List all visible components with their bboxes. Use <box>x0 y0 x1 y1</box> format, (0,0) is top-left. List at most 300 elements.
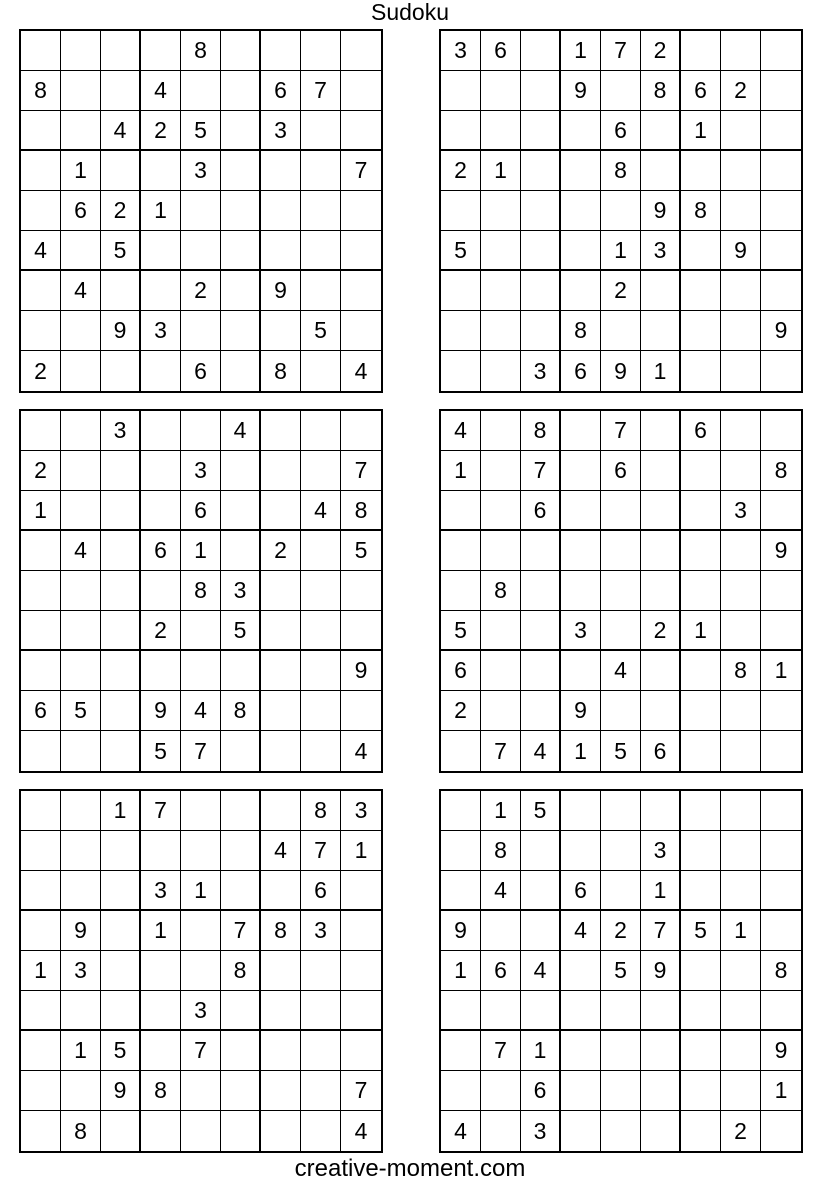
sudoku-cell <box>221 1071 261 1111</box>
sudoku-cell <box>21 991 61 1031</box>
sudoku-cell <box>21 151 61 191</box>
sudoku-cell <box>761 71 801 111</box>
sudoku-cell <box>521 231 561 271</box>
sudoku-cell <box>301 451 341 491</box>
sudoku-cell <box>61 871 101 911</box>
sudoku-cell: 1 <box>61 1031 101 1071</box>
sudoku-cell: 1 <box>141 911 181 951</box>
sudoku-cell: 6 <box>301 871 341 911</box>
sudoku-cell <box>521 871 561 911</box>
sudoku-cell: 6 <box>261 71 301 111</box>
sudoku-cell: 2 <box>21 351 61 391</box>
sudoku-cell <box>341 71 381 111</box>
sudoku-cell <box>481 611 521 651</box>
sudoku-cell <box>721 311 761 351</box>
sudoku-cell <box>441 871 481 911</box>
sudoku-cell: 9 <box>561 691 601 731</box>
sudoku-cell <box>21 191 61 231</box>
sudoku-cell: 8 <box>61 1111 101 1151</box>
sudoku-cell <box>441 991 481 1031</box>
sudoku-cell <box>761 991 801 1031</box>
sudoku-cell <box>141 991 181 1031</box>
sudoku-cell <box>301 651 341 691</box>
sudoku-cell: 3 <box>101 411 141 451</box>
sudoku-grid-2 <box>441 31 801 391</box>
sudoku-cell: 6 <box>681 411 721 451</box>
sudoku-cell <box>601 191 641 231</box>
sudoku-cell <box>641 991 681 1031</box>
sudoku-cell: 2 <box>181 271 221 311</box>
sudoku-cell <box>521 271 561 311</box>
sudoku-cell <box>221 731 261 771</box>
sudoku-cell <box>561 531 601 571</box>
sudoku-cell <box>141 351 181 391</box>
sudoku-cell <box>681 691 721 731</box>
sudoku-cell <box>341 991 381 1031</box>
sudoku-cell: 9 <box>61 911 101 951</box>
sudoku-cell: 2 <box>641 611 681 651</box>
sudoku-cell: 7 <box>521 451 561 491</box>
sudoku-cell <box>261 651 301 691</box>
sudoku-cell <box>221 791 261 831</box>
sudoku-cell <box>761 151 801 191</box>
sudoku-cell <box>61 451 101 491</box>
sudoku-cell: 3 <box>521 351 561 391</box>
sudoku-cell <box>21 411 61 451</box>
sudoku-cell <box>301 1111 341 1151</box>
sudoku-cell <box>221 311 261 351</box>
sudoku-cell <box>761 351 801 391</box>
sudoku-cell <box>601 1031 641 1071</box>
sudoku-cell <box>341 111 381 151</box>
sudoku-cell <box>101 911 141 951</box>
sudoku-cell: 6 <box>141 531 181 571</box>
sudoku-cell <box>261 491 301 531</box>
sudoku-cell <box>21 111 61 151</box>
sudoku-cell <box>101 491 141 531</box>
sudoku-cell <box>301 231 341 271</box>
sudoku-cell <box>761 571 801 611</box>
sudoku-cell <box>441 831 481 871</box>
sudoku-cell <box>521 191 561 231</box>
sudoku-cell <box>21 911 61 951</box>
sudoku-cell <box>21 531 61 571</box>
sudoku-cell <box>221 351 261 391</box>
sudoku-cell <box>181 611 221 651</box>
sudoku-cell <box>681 571 721 611</box>
sudoku-cell <box>681 491 721 531</box>
sudoku-cell <box>561 831 601 871</box>
sudoku-cell: 8 <box>481 831 521 871</box>
sudoku-cell <box>521 911 561 951</box>
sudoku-cell: 3 <box>181 991 221 1031</box>
sudoku-cell: 8 <box>721 651 761 691</box>
sudoku-cell: 1 <box>761 651 801 691</box>
sudoku-cell: 1 <box>141 191 181 231</box>
sudoku-cell <box>61 991 101 1031</box>
sudoku-cell <box>481 271 521 311</box>
sudoku-cell <box>301 1031 341 1071</box>
sudoku-cell <box>21 611 61 651</box>
sudoku-cell <box>721 991 761 1031</box>
sudoku-cell <box>761 1111 801 1151</box>
sudoku-cell <box>21 1031 61 1071</box>
sudoku-cell <box>441 271 481 311</box>
sudoku-cell <box>481 911 521 951</box>
sudoku-cell: 8 <box>181 31 221 71</box>
sudoku-cell: 3 <box>181 151 221 191</box>
sudoku-cell <box>21 731 61 771</box>
sudoku-cell <box>181 951 221 991</box>
sudoku-cell <box>261 571 301 611</box>
sudoku-cell: 8 <box>601 151 641 191</box>
sudoku-cell: 8 <box>561 311 601 351</box>
sudoku-cell <box>221 831 261 871</box>
sudoku-cell <box>761 871 801 911</box>
sudoku-cell: 8 <box>261 351 301 391</box>
sudoku-cell <box>261 1111 301 1151</box>
sudoku-cell <box>521 111 561 151</box>
sudoku-cell: 1 <box>601 231 641 271</box>
sudoku-cell: 7 <box>481 731 521 771</box>
sudoku-cell <box>561 571 601 611</box>
sudoku-cell <box>221 871 261 911</box>
sudoku-cell: 1 <box>681 611 721 651</box>
sudoku-cell <box>641 111 681 151</box>
sudoku-cell <box>61 111 101 151</box>
sudoku-cell <box>261 451 301 491</box>
sudoku-cell <box>61 651 101 691</box>
sudoku-cell <box>101 31 141 71</box>
sudoku-cell: 6 <box>441 651 481 691</box>
sudoku-cell <box>221 1111 261 1151</box>
sudoku-cell: 1 <box>481 151 521 191</box>
sudoku-cell <box>221 1031 261 1071</box>
sudoku-cell <box>481 991 521 1031</box>
sudoku-cell: 8 <box>141 1071 181 1111</box>
sudoku-cell <box>221 271 261 311</box>
sudoku-cell <box>261 791 301 831</box>
sudoku-cell: 1 <box>441 951 481 991</box>
sudoku-cell <box>21 1071 61 1111</box>
sudoku-cell <box>221 491 261 531</box>
sudoku-cell <box>561 1071 601 1111</box>
sudoku-cell: 3 <box>221 571 261 611</box>
sudoku-cell <box>261 951 301 991</box>
sudoku-cell <box>101 1111 141 1151</box>
sudoku-cell <box>521 311 561 351</box>
sudoku-cell <box>721 31 761 71</box>
sudoku-cell <box>221 231 261 271</box>
sudoku-cell: 3 <box>141 871 181 911</box>
sudoku-cell <box>481 111 521 151</box>
sudoku-cell: 8 <box>341 491 381 531</box>
sudoku-cell <box>481 691 521 731</box>
sudoku-cell <box>561 491 601 531</box>
sudoku-cell <box>221 191 261 231</box>
sudoku-cell <box>341 611 381 651</box>
sudoku-cell: 5 <box>681 911 721 951</box>
sudoku-cell <box>681 531 721 571</box>
sudoku-cell <box>561 1031 601 1071</box>
sudoku-cell <box>601 871 641 911</box>
sudoku-cell: 8 <box>221 691 261 731</box>
sudoku-cell <box>641 1111 681 1151</box>
sudoku-cell <box>521 651 561 691</box>
sudoku-cell: 5 <box>521 791 561 831</box>
sudoku-cell <box>521 151 561 191</box>
sudoku-cell <box>441 311 481 351</box>
sudoku-cell <box>481 191 521 231</box>
sudoku-cell <box>641 1071 681 1111</box>
sudoku-cell <box>61 791 101 831</box>
sudoku-cell <box>681 151 721 191</box>
sudoku-cell: 2 <box>441 151 481 191</box>
sudoku-cell <box>301 571 341 611</box>
sudoku-cell: 4 <box>481 871 521 911</box>
sudoku-cell: 3 <box>561 611 601 651</box>
sudoku-cell: 6 <box>601 111 641 151</box>
sudoku-cell: 8 <box>761 451 801 491</box>
sudoku-cell <box>561 231 601 271</box>
sudoku-cell <box>601 831 641 871</box>
sudoku-cell <box>721 151 761 191</box>
sudoku-cell <box>101 351 141 391</box>
sudoku-cell: 1 <box>181 531 221 571</box>
sudoku-cell <box>521 571 561 611</box>
sudoku-cell <box>721 1031 761 1071</box>
sudoku-cell <box>721 731 761 771</box>
sudoku-cell: 8 <box>521 411 561 451</box>
sudoku-cell <box>761 611 801 651</box>
sudoku-cell: 3 <box>721 491 761 531</box>
sudoku-cell: 3 <box>341 791 381 831</box>
sudoku-cell <box>761 791 801 831</box>
sudoku-cell <box>761 111 801 151</box>
sudoku-cell <box>341 31 381 71</box>
sudoku-cell: 1 <box>641 871 681 911</box>
sudoku-cell <box>141 451 181 491</box>
sudoku-cell: 6 <box>481 31 521 71</box>
sudoku-cell: 5 <box>441 611 481 651</box>
sudoku-cell <box>301 611 341 651</box>
sudoku-cell: 5 <box>141 731 181 771</box>
sudoku-cell <box>681 351 721 391</box>
sudoku-cell <box>641 271 681 311</box>
sudoku-cell <box>21 871 61 911</box>
sudoku-cell: 3 <box>181 451 221 491</box>
sudoku-cell: 9 <box>641 951 681 991</box>
sudoku-cell <box>141 1111 181 1151</box>
sudoku-cell: 1 <box>101 791 141 831</box>
sudoku-cell <box>641 151 681 191</box>
sudoku-cell <box>141 571 181 611</box>
sudoku-cell <box>761 831 801 871</box>
sudoku-cell <box>301 111 341 151</box>
sudoku-cell <box>721 791 761 831</box>
sudoku-cell: 6 <box>601 451 641 491</box>
sudoku-cell <box>721 1071 761 1111</box>
sudoku-cell <box>101 71 141 111</box>
sudoku-cell <box>521 31 561 71</box>
sudoku-cell: 8 <box>761 951 801 991</box>
sudoku-cell: 4 <box>301 491 341 531</box>
sudoku-cell <box>441 191 481 231</box>
sudoku-cell <box>681 311 721 351</box>
sudoku-cell: 5 <box>301 311 341 351</box>
sudoku-cell: 7 <box>341 1071 381 1111</box>
sudoku-cell <box>681 1031 721 1071</box>
sudoku-cell <box>301 31 341 71</box>
sudoku-cell: 2 <box>721 1111 761 1151</box>
sudoku-cell: 4 <box>354 737 368 764</box>
sudoku-cell <box>141 1031 181 1071</box>
sudoku-cell <box>561 991 601 1031</box>
sudoku-cell: 1 <box>481 791 521 831</box>
sudoku-cell <box>761 411 801 451</box>
sudoku-cell <box>521 991 561 1031</box>
sudoku-cell: 5 <box>601 731 641 771</box>
sudoku-cell <box>341 231 381 271</box>
sudoku-cell <box>601 531 641 571</box>
sudoku-cell <box>481 411 521 451</box>
sudoku-cell <box>441 71 481 111</box>
sudoku-cell <box>221 651 261 691</box>
sudoku-cell <box>681 271 721 311</box>
sudoku-cell <box>61 611 101 651</box>
sudoku-cell <box>761 231 801 271</box>
sudoku-cell: 7 <box>221 911 261 951</box>
sudoku-cell <box>681 831 721 871</box>
sudoku-cell <box>441 791 481 831</box>
sudoku-cell <box>61 831 101 871</box>
sudoku-cell <box>441 491 481 531</box>
sudoku-cell: 8 <box>481 571 521 611</box>
sudoku-cell <box>761 691 801 731</box>
sudoku-cell <box>61 571 101 611</box>
sudoku-grid-3 <box>21 411 381 771</box>
sudoku-cell <box>521 531 561 571</box>
sudoku-cell <box>101 451 141 491</box>
sudoku-grid-4 <box>441 411 801 771</box>
sudoku-cell: 9 <box>761 311 801 351</box>
sudoku-cell <box>721 691 761 731</box>
sudoku-cell: 9 <box>341 651 381 691</box>
sudoku-cell <box>761 191 801 231</box>
sudoku-cell <box>341 1031 381 1071</box>
sudoku-cell: 8 <box>301 791 341 831</box>
sudoku-cell: 7 <box>181 1031 221 1071</box>
sudoku-cell <box>641 651 681 691</box>
sudoku-cell <box>561 951 601 991</box>
sudoku-cell <box>101 531 141 571</box>
sudoku-cell <box>721 191 761 231</box>
sudoku-cell: 3 <box>61 951 101 991</box>
sudoku-cell <box>681 791 721 831</box>
sudoku-cell: 1 <box>521 1031 561 1071</box>
sudoku-cell: 9 <box>101 1071 141 1111</box>
sudoku-cell <box>301 351 341 391</box>
sudoku-cell: 8 <box>681 191 721 231</box>
sudoku-cell: 5 <box>181 111 221 151</box>
sudoku-cell <box>181 651 221 691</box>
sudoku-cell: 9 <box>601 351 641 391</box>
sudoku-cell <box>341 411 381 451</box>
sudoku-cell <box>181 1111 221 1151</box>
sudoku-cell: 5 <box>221 611 261 651</box>
sudoku-cell <box>141 831 181 871</box>
sudoku-cell <box>641 1031 681 1071</box>
sudoku-cell <box>261 1031 301 1071</box>
sudoku-cell <box>341 191 381 231</box>
sudoku-cell: 7 <box>601 31 641 71</box>
sudoku-cell: 7 <box>341 151 381 191</box>
sudoku-cell <box>181 191 221 231</box>
sudoku-cell: 7 <box>141 791 181 831</box>
sudoku-cell <box>261 691 301 731</box>
sudoku-cell: 3 <box>521 1111 561 1151</box>
sudoku-cell <box>761 271 801 311</box>
sudoku-cell: 6 <box>561 351 601 391</box>
sudoku-cell <box>481 531 521 571</box>
sudoku-cell <box>721 951 761 991</box>
sudoku-cell <box>101 651 141 691</box>
sudoku-cell: 5 <box>341 531 381 571</box>
sudoku-cell <box>561 1111 601 1151</box>
sudoku-cell <box>601 311 641 351</box>
sudoku-cell: 2 <box>721 71 761 111</box>
sudoku-cell: 7 <box>301 71 341 111</box>
sudoku-cell <box>261 411 301 451</box>
sudoku-cell <box>481 311 521 351</box>
sudoku-cell <box>21 791 61 831</box>
sudoku-cell <box>341 311 381 351</box>
sudoku-cell <box>761 731 801 771</box>
sudoku-cell <box>141 491 181 531</box>
sudoku-cell <box>101 731 141 771</box>
sudoku-cell <box>721 111 761 151</box>
sudoku-cell <box>341 871 381 911</box>
sudoku-cell: 1 <box>21 491 61 531</box>
sudoku-cell: 1 <box>341 831 381 871</box>
sudoku-cell <box>261 231 301 271</box>
sudoku-cell: 7 <box>301 831 341 871</box>
sudoku-cell: 3 <box>441 31 481 71</box>
sudoku-cell <box>641 791 681 831</box>
sudoku-cell <box>721 411 761 451</box>
sudoku-cell <box>681 951 721 991</box>
sudoku-cell: 9 <box>141 691 181 731</box>
sudoku-cell <box>681 1111 721 1151</box>
sudoku-cell <box>21 571 61 611</box>
sudoku-cell: 2 <box>441 691 481 731</box>
sudoku-cell: 5 <box>601 951 641 991</box>
sudoku-cell <box>641 311 681 351</box>
sudoku-cell <box>641 451 681 491</box>
sudoku-cell: 1 <box>181 871 221 911</box>
sudoku-cell <box>61 31 101 71</box>
sudoku-cell: 6 <box>521 491 561 531</box>
sudoku-cell: 2 <box>141 611 181 651</box>
site-url: creative-moment.com <box>294 1155 526 1182</box>
sudoku-cell <box>261 191 301 231</box>
sudoku-cell <box>721 611 761 651</box>
sudoku-cell <box>441 731 481 771</box>
sudoku-cell: 4 <box>561 911 601 951</box>
sudoku-cell <box>441 531 481 571</box>
sudoku-cell: 7 <box>481 1031 521 1071</box>
sudoku-cell <box>481 231 521 271</box>
